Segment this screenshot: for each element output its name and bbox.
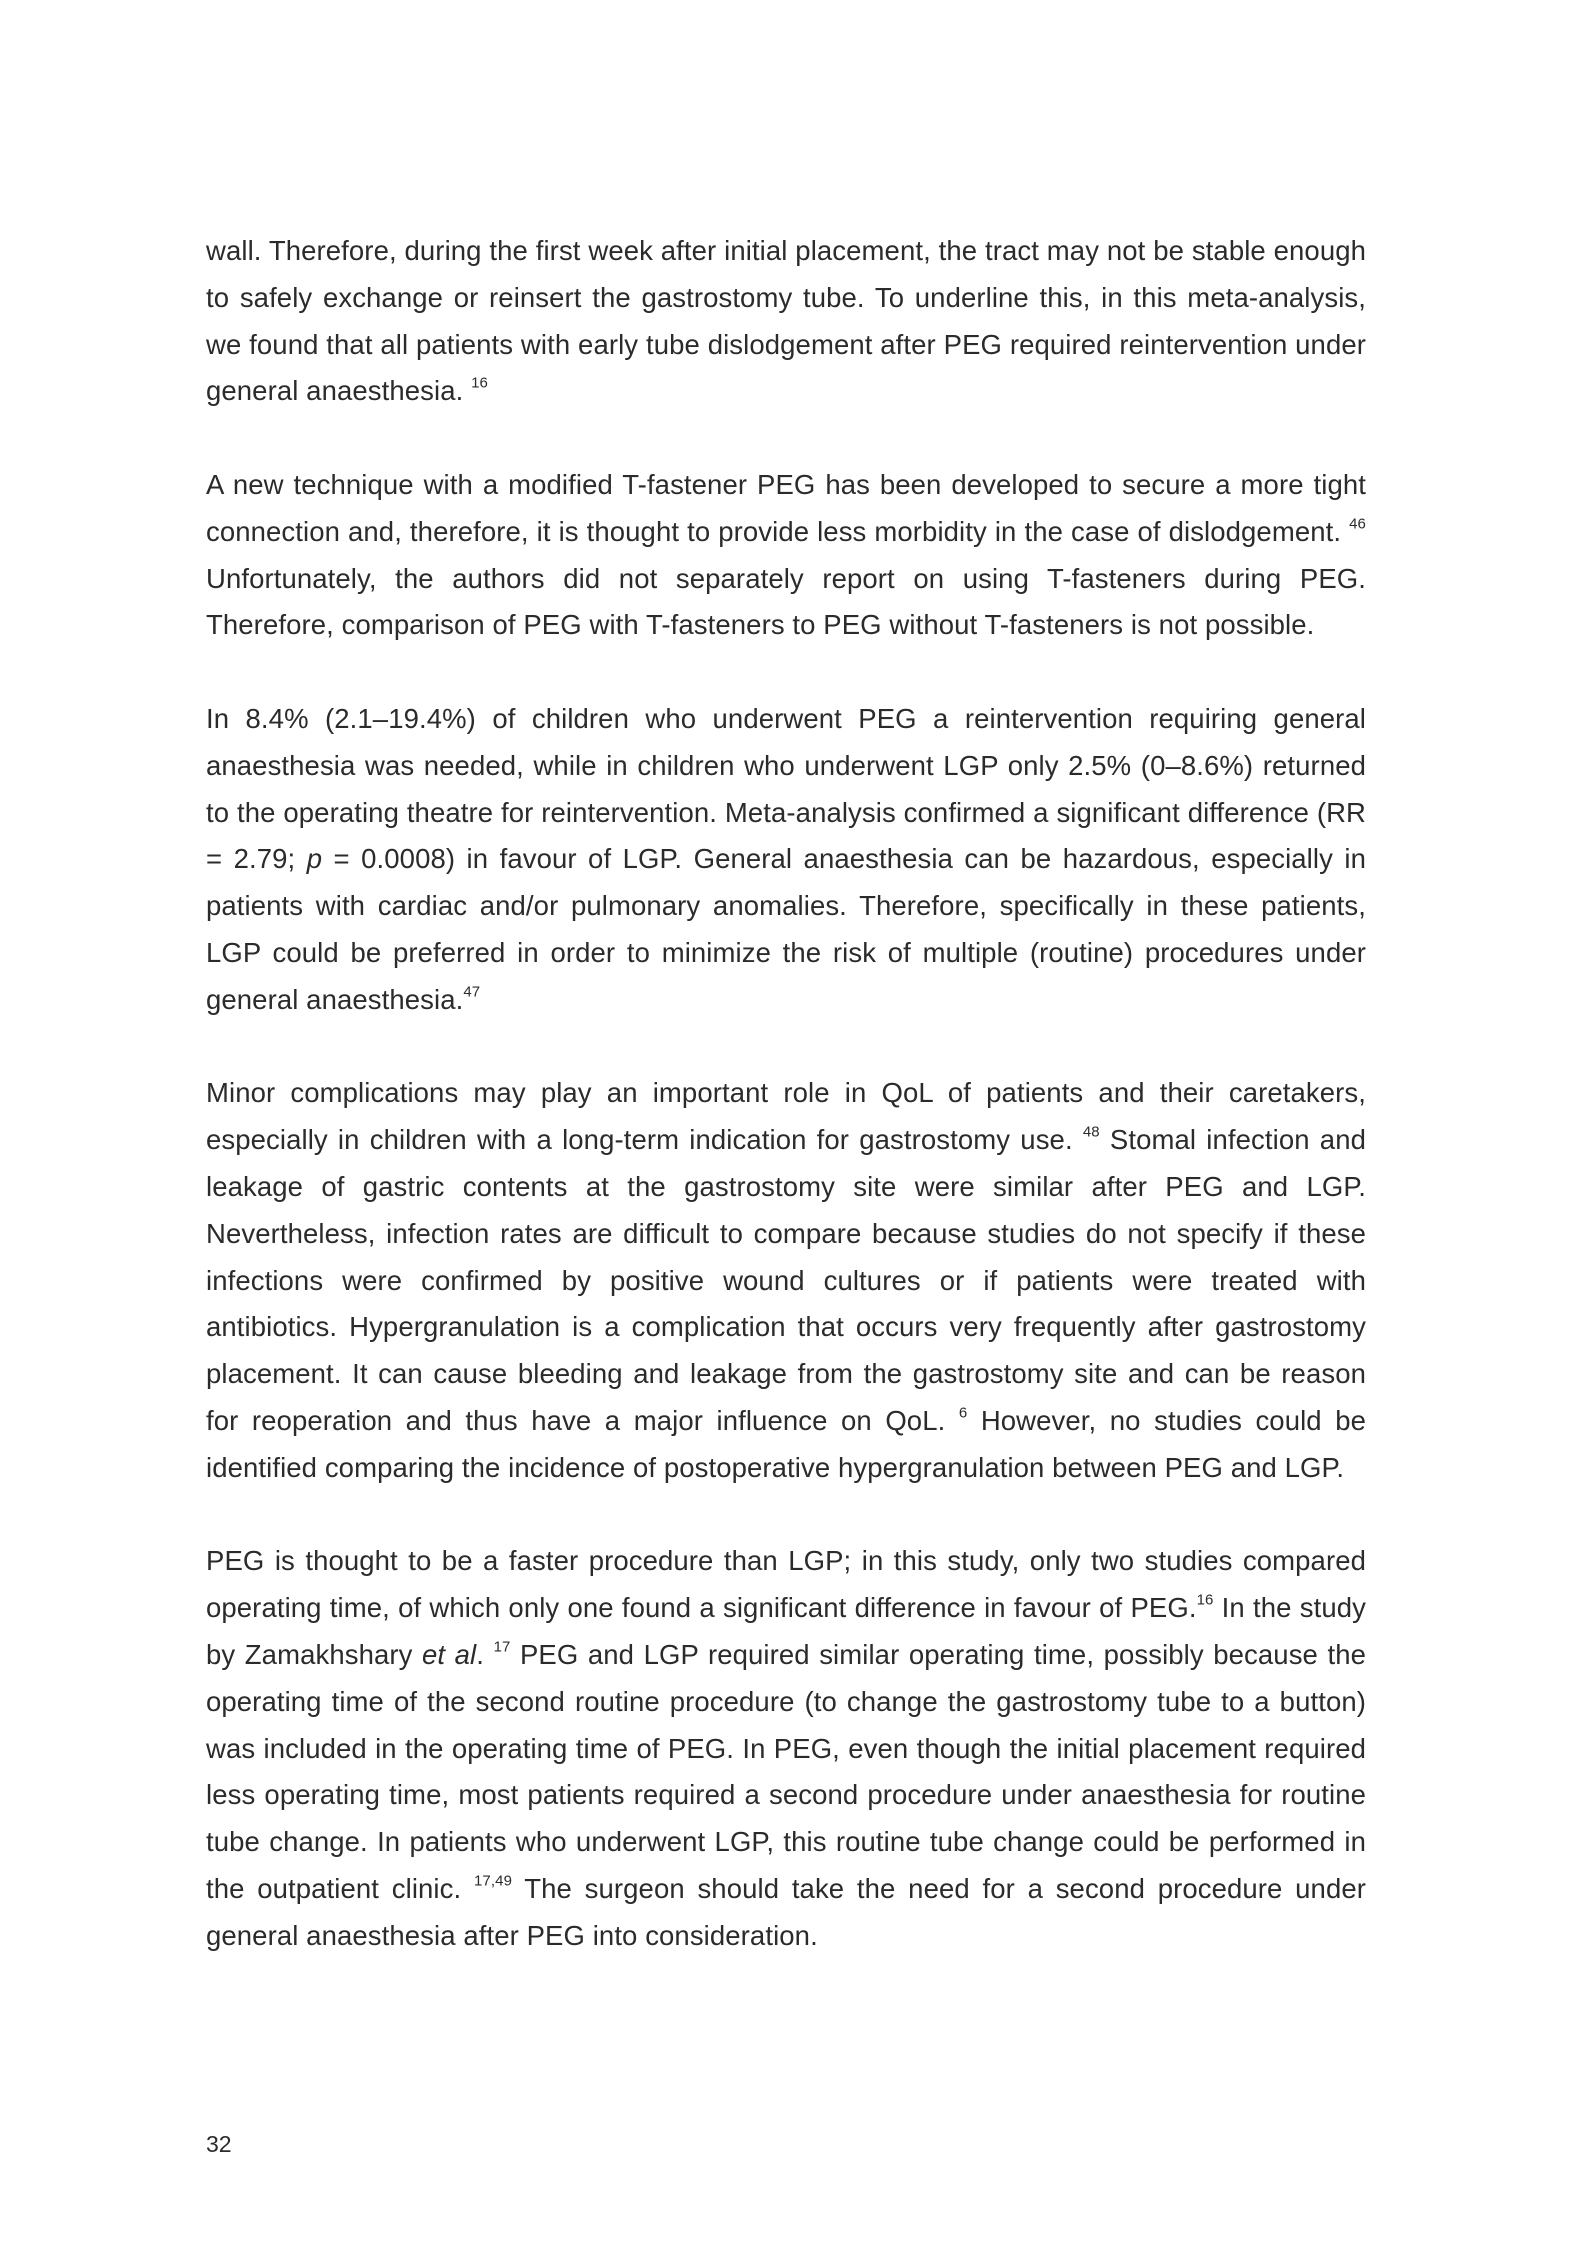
citation-superscript: 16 xyxy=(471,374,488,392)
text-span: In the study by Zamakhshary xyxy=(206,1592,1366,1670)
text-span: However, no studies could be identified comparing the incidence of postoperative hypergranulation between PEG and LGP. xyxy=(206,1404,1366,1483)
citation-superscript: 16 xyxy=(1196,1591,1214,1609)
citation-superscript: 17 xyxy=(493,1638,511,1656)
italic-text: et al xyxy=(422,1638,477,1670)
paragraph-operating-time xyxy=(206,1538,1366,1959)
citation-superscript: 47 xyxy=(463,983,481,1000)
citation-superscript: 6 xyxy=(958,1404,968,1422)
text-span: wall. Therefore, during the first week after initial placement, the tract may not be stable enough to safely exchange or reinsert the gastrostomy tube. To underline this, in this meta-analysis, we found that all patients with early tube dislodgement after PEG required reintervention under general anaesthesia. xyxy=(206,235,1366,407)
body-text xyxy=(206,228,1366,1959)
italic-text: p xyxy=(306,843,323,875)
page-number: 32 xyxy=(206,2131,232,2157)
paragraph-tract-stability xyxy=(206,228,1366,415)
text-span: The surgeon should take the need for a second procedure under general anaesthesia after PEG into consideration. xyxy=(206,1872,1366,1951)
citation-superscript: 48 xyxy=(1082,1123,1100,1141)
text-span: Minor complications may play an important role in QoL of patients and their caretakers, especially in children with a long-term indication for gastrostomy use. xyxy=(206,1077,1366,1156)
text-span: A new technique with a modified T-fastener PEG has been developed to secure a more tight connection and, therefore, it is thought to provide less morbidity in the case of dislodgement. xyxy=(206,468,1366,547)
text-span: PEG and LGP required similar operating time, possibly because the operating time of the second routine procedure (to change the gastrostomy tube to a button) was included in the operating time of PEG. In PEG, even though the initial placement required less operating time, most patients required a second procedure under anaesthesia for routine tube change. In patients who underwent LGP, this routine tube change could be performed in the outpatient clinic. xyxy=(206,1638,1366,1904)
citation-superscript: 17,49 xyxy=(473,1872,513,1890)
paragraph-minor-complications xyxy=(206,1070,1366,1491)
text-span: = 0.0008) in favour of LGP. General anaesthesia can be hazardous, especially in patients with cardiac and/or pulmonary anomalies. Therefore, specifically in these patients, LGP could be preferred in order to minimize the risk of multiple (routine) procedures under general anaesthesia. xyxy=(206,843,1366,1015)
paragraph-reintervention xyxy=(206,696,1366,1024)
citation-superscript: 46 xyxy=(1349,515,1366,533)
text-span: In 8.4% (2.1–19.4%) of children who underwent PEG a reintervention requiring general anaesthesia was needed, while in children who underwent LGP only 2.5% (0–8.6%) returned to the operating theatre for reintervention. Meta-analysis confirmed a significant difference (RR = 2.79; xyxy=(206,702,1366,875)
text-span: PEG is thought to be a faster procedure than LGP; in this study, only two studies compared operating time, of which only one found a significant difference in favour of PEG. xyxy=(206,1545,1366,1624)
text-span: Stomal infection and leakage of gastric contents at the gastrostomy site were similar after PEG and LGP. Nevertheless, infection rates are difficult to compare because studies do not specify if these infections were confirmed by positive wound cultures or if patients were treated with antibiotics. Hypergranulation is a complication that occurs very frequently after gastrostomy placement. It can cause bleeding and leakage from the gastrostomy site and can be reason for reoperation and thus have a major influence on QoL. xyxy=(206,1124,1366,1436)
paragraph-t-fastener xyxy=(206,462,1366,649)
text-span: Unfortunately, the authors did not separately report on using T-fasteners during PEG. Therefore, comparison of PEG with T-fasteners to PEG without T-fasteners is not possible. xyxy=(206,562,1366,641)
text-span: . xyxy=(476,1638,494,1670)
